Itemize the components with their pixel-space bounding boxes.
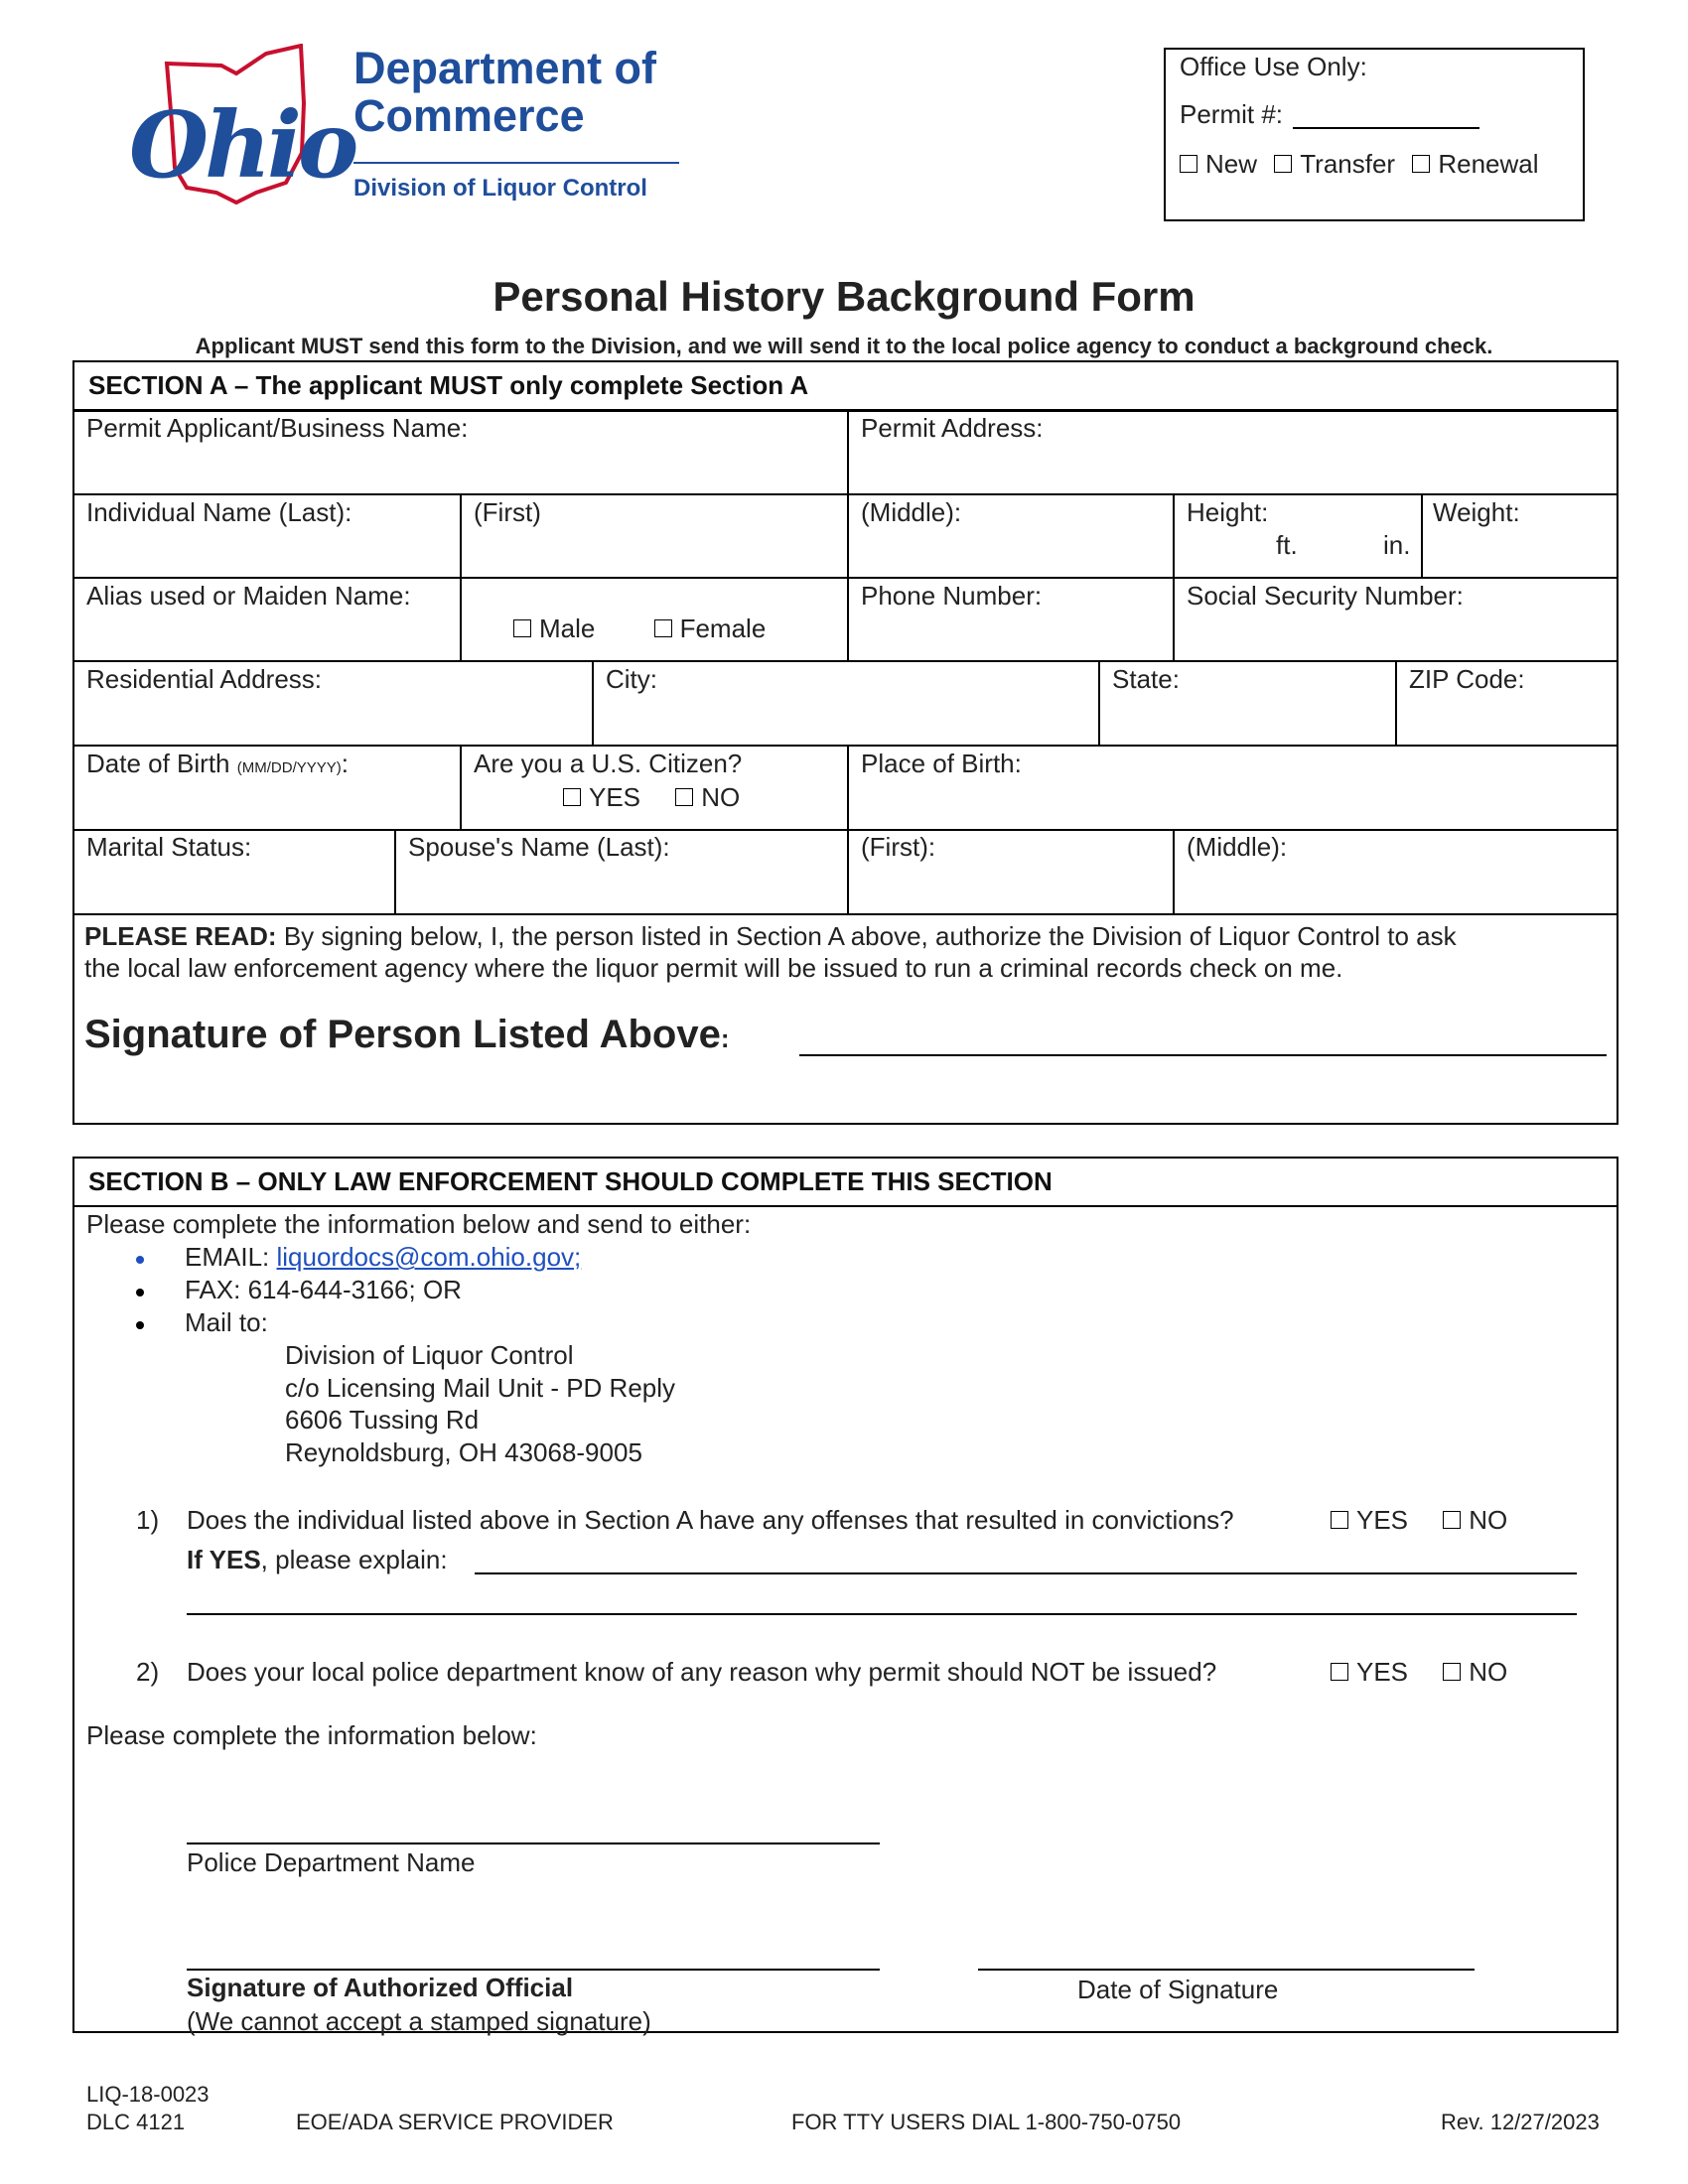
mail-address-line: 6606 Tussing Rd bbox=[285, 1405, 480, 1434]
section-a-rule bbox=[72, 409, 1618, 412]
section-a-heading: SECTION A – The applicant MUST only complete Section A bbox=[88, 370, 809, 400]
applicant-signature-line[interactable] bbox=[799, 1054, 1607, 1056]
col-rule bbox=[460, 577, 462, 660]
dob-label bbox=[86, 749, 349, 779]
citizen-yes-checkbox[interactable] bbox=[563, 788, 581, 806]
q2-no-label: NO bbox=[1469, 1657, 1508, 1687]
col-rule bbox=[1173, 829, 1175, 913]
stamped-note: (We cannot accept a stamped signature) bbox=[187, 2006, 651, 2036]
zip-label: ZIP Code: bbox=[1409, 664, 1525, 694]
section-a-box bbox=[72, 360, 1618, 1125]
please-read-text1: By signing below, I, the person listed in Section A above, authorize the Division of Liquor Control to ask bbox=[283, 921, 1457, 951]
email-label: EMAIL: bbox=[185, 1242, 270, 1272]
dob-text: Date of Birth bbox=[86, 749, 230, 778]
police-dept-label: Police Department Name bbox=[187, 1847, 476, 1877]
question-2-text: Does your local police department know of any reason why permit should NOT be issued? bbox=[187, 1657, 1217, 1687]
dob-format: (MM/DD/YYYY) bbox=[236, 759, 342, 776]
logo-divider bbox=[353, 162, 679, 164]
explain-line-2[interactable] bbox=[187, 1613, 1577, 1615]
state-label: State: bbox=[1112, 664, 1180, 694]
row-rule bbox=[72, 493, 1618, 495]
form-id-1: LIQ-18-0023 bbox=[86, 2082, 210, 2107]
mail-address-line: c/o Licensing Mail Unit - PD Reply bbox=[285, 1373, 676, 1403]
permit-applicant-label: Permit Applicant/Business Name: bbox=[86, 413, 469, 443]
q2-yes-checkbox[interactable] bbox=[1331, 1663, 1348, 1681]
permit-number-label: Permit #: bbox=[1180, 99, 1284, 129]
tty-text: FOR TTY USERS DIAL 1-800-750-0750 bbox=[791, 2110, 1182, 2134]
male-checkbox[interactable] bbox=[513, 619, 531, 637]
spouse-first-label: (First): bbox=[861, 832, 936, 862]
q1-no-checkbox[interactable] bbox=[1443, 1511, 1461, 1529]
department-line2: Commerce bbox=[353, 90, 585, 141]
transfer-label: Transfer bbox=[1300, 149, 1396, 179]
col-rule bbox=[1173, 577, 1175, 660]
phone-label: Phone Number: bbox=[861, 581, 1043, 611]
male-label: Male bbox=[539, 614, 596, 643]
permit-address-label: Permit Address: bbox=[861, 413, 1044, 443]
date-signature-label: Date of Signature bbox=[1077, 1975, 1279, 2004]
female-checkbox[interactable] bbox=[654, 619, 672, 637]
mail-to-item: Mail to: bbox=[185, 1307, 268, 1337]
fax-item: FAX: 614-644-3166; OR bbox=[185, 1275, 462, 1304]
dob-colon: : bbox=[341, 749, 349, 778]
applicant-signature-label bbox=[84, 1013, 730, 1057]
row-rule bbox=[72, 913, 1618, 915]
q2-no-checkbox[interactable] bbox=[1443, 1663, 1461, 1681]
section-b-heading: SECTION B – ONLY LAW ENFORCEMENT SHOULD COMPLETE THIS SECTION bbox=[88, 1166, 1053, 1196]
middle-name-label: (Middle): bbox=[861, 497, 962, 527]
citizen-options bbox=[563, 782, 740, 813]
email-link[interactable]: liquordocs@com.ohio.gov; bbox=[276, 1242, 582, 1272]
bullet bbox=[136, 1321, 144, 1329]
citizen-label: Are you a U.S. Citizen? bbox=[474, 749, 743, 778]
please-read-line1 bbox=[84, 921, 1457, 952]
col-rule bbox=[847, 829, 849, 913]
if-yes-text: , please explain: bbox=[260, 1545, 448, 1574]
marital-status-label: Marital Status: bbox=[86, 832, 252, 862]
col-rule bbox=[460, 493, 462, 577]
sex-options bbox=[513, 614, 766, 644]
eoe-text: EOE/ADA SERVICE PROVIDER bbox=[296, 2110, 614, 2134]
form-instruction: Applicant MUST send this form to the Division, and we will send it to the local police agency to conduct a background check. bbox=[195, 334, 1493, 358]
citizen-yes-label: YES bbox=[589, 782, 641, 812]
renewal-label: Renewal bbox=[1438, 149, 1539, 179]
revision-date: Rev. 12/27/2023 bbox=[1441, 2110, 1600, 2134]
row-rule bbox=[72, 829, 1618, 831]
row-rule bbox=[72, 745, 1618, 747]
office-use-title: Office Use Only: bbox=[1180, 52, 1367, 81]
row-rule bbox=[72, 660, 1618, 662]
please-read-line2: the local law enforcement agency where the liquor permit will be issued to run a criminal records check on me. bbox=[84, 953, 1343, 983]
department-line1: Department of bbox=[353, 43, 657, 93]
height-label: Height: bbox=[1187, 497, 1269, 527]
city-label: City: bbox=[606, 664, 657, 694]
official-signature-label: Signature of Authorized Official bbox=[187, 1973, 574, 2002]
permit-number-field[interactable] bbox=[1293, 127, 1479, 129]
height-in-label: in. bbox=[1383, 530, 1411, 560]
place-of-birth-label: Place of Birth: bbox=[861, 749, 1022, 778]
col-rule bbox=[1173, 493, 1175, 577]
citizen-no-label: NO bbox=[701, 782, 741, 812]
office-use-options bbox=[1180, 149, 1539, 180]
section-b-rule bbox=[72, 1205, 1618, 1207]
police-dept-line[interactable] bbox=[187, 1843, 880, 1844]
page-title: Personal History Background Form bbox=[492, 273, 1196, 320]
col-rule bbox=[460, 745, 462, 829]
official-signature-line[interactable] bbox=[187, 1969, 880, 1971]
question-1-options bbox=[1331, 1505, 1507, 1536]
new-label: New bbox=[1205, 149, 1258, 179]
complete-below-label: Please complete the information below: bbox=[86, 1720, 537, 1750]
applicant-signature-colon: : bbox=[720, 1024, 730, 1053]
office-use-box bbox=[1164, 48, 1585, 221]
col-rule bbox=[592, 660, 594, 745]
last-name-label: Individual Name (Last): bbox=[86, 497, 352, 527]
applicant-signature-text: Signature of Person Listed Above bbox=[84, 1013, 721, 1056]
bullet bbox=[136, 1256, 144, 1264]
row-rule bbox=[72, 577, 1618, 579]
q2-yes-label: YES bbox=[1356, 1657, 1409, 1687]
if-yes-bold: If YES bbox=[187, 1545, 261, 1574]
citizen-no-checkbox[interactable] bbox=[675, 788, 693, 806]
bullet bbox=[136, 1289, 144, 1297]
please-read-bold: PLEASE READ: bbox=[84, 921, 277, 951]
q1-no-label: NO bbox=[1469, 1505, 1508, 1535]
col-rule bbox=[847, 409, 849, 493]
ohio-commerce-logo bbox=[127, 44, 683, 212]
explain-line-1[interactable] bbox=[475, 1572, 1577, 1574]
col-rule bbox=[847, 577, 849, 660]
col-rule bbox=[1421, 493, 1423, 577]
spouse-last-label: Spouse's Name (Last): bbox=[408, 832, 670, 862]
question-2-number: 2) bbox=[136, 1657, 160, 1687]
alias-label: Alias used or Maiden Name: bbox=[86, 581, 411, 611]
weight-label: Weight: bbox=[1433, 497, 1520, 527]
email-item bbox=[185, 1242, 581, 1273]
q1-yes-checkbox[interactable] bbox=[1331, 1511, 1348, 1529]
col-rule bbox=[847, 493, 849, 577]
first-name-label: (First) bbox=[474, 497, 541, 527]
height-ft-label: ft. bbox=[1276, 530, 1298, 560]
renewal-checkbox[interactable] bbox=[1412, 155, 1430, 173]
date-signature-line[interactable] bbox=[978, 1969, 1475, 1971]
female-label: Female bbox=[679, 614, 767, 643]
form-id-2: DLC 4121 bbox=[86, 2110, 186, 2134]
residential-address-label: Residential Address: bbox=[86, 664, 323, 694]
question-2-options bbox=[1331, 1657, 1507, 1688]
mail-address-line: Reynoldsburg, OH 43068-9005 bbox=[285, 1437, 642, 1467]
question-1-text: Does the individual listed above in Section A have any offenses that resulted in convictions? bbox=[187, 1505, 1234, 1535]
col-rule bbox=[1098, 660, 1100, 745]
mail-address-line: Division of Liquor Control bbox=[285, 1340, 574, 1370]
col-rule bbox=[847, 745, 849, 829]
section-b-intro: Please complete the information below and send to either: bbox=[86, 1209, 752, 1239]
division-name: Division of Liquor Control bbox=[353, 175, 647, 202]
new-checkbox[interactable] bbox=[1180, 155, 1197, 173]
if-yes-label bbox=[187, 1545, 448, 1575]
col-rule bbox=[394, 829, 396, 913]
ohio-script-logo: Ohio bbox=[129, 91, 355, 199]
ssn-label: Social Security Number: bbox=[1187, 581, 1464, 611]
col-rule bbox=[1395, 660, 1397, 745]
question-1-number: 1) bbox=[136, 1505, 160, 1535]
transfer-checkbox[interactable] bbox=[1274, 155, 1292, 173]
spouse-middle-label: (Middle): bbox=[1187, 832, 1288, 862]
q1-yes-label: YES bbox=[1356, 1505, 1409, 1535]
